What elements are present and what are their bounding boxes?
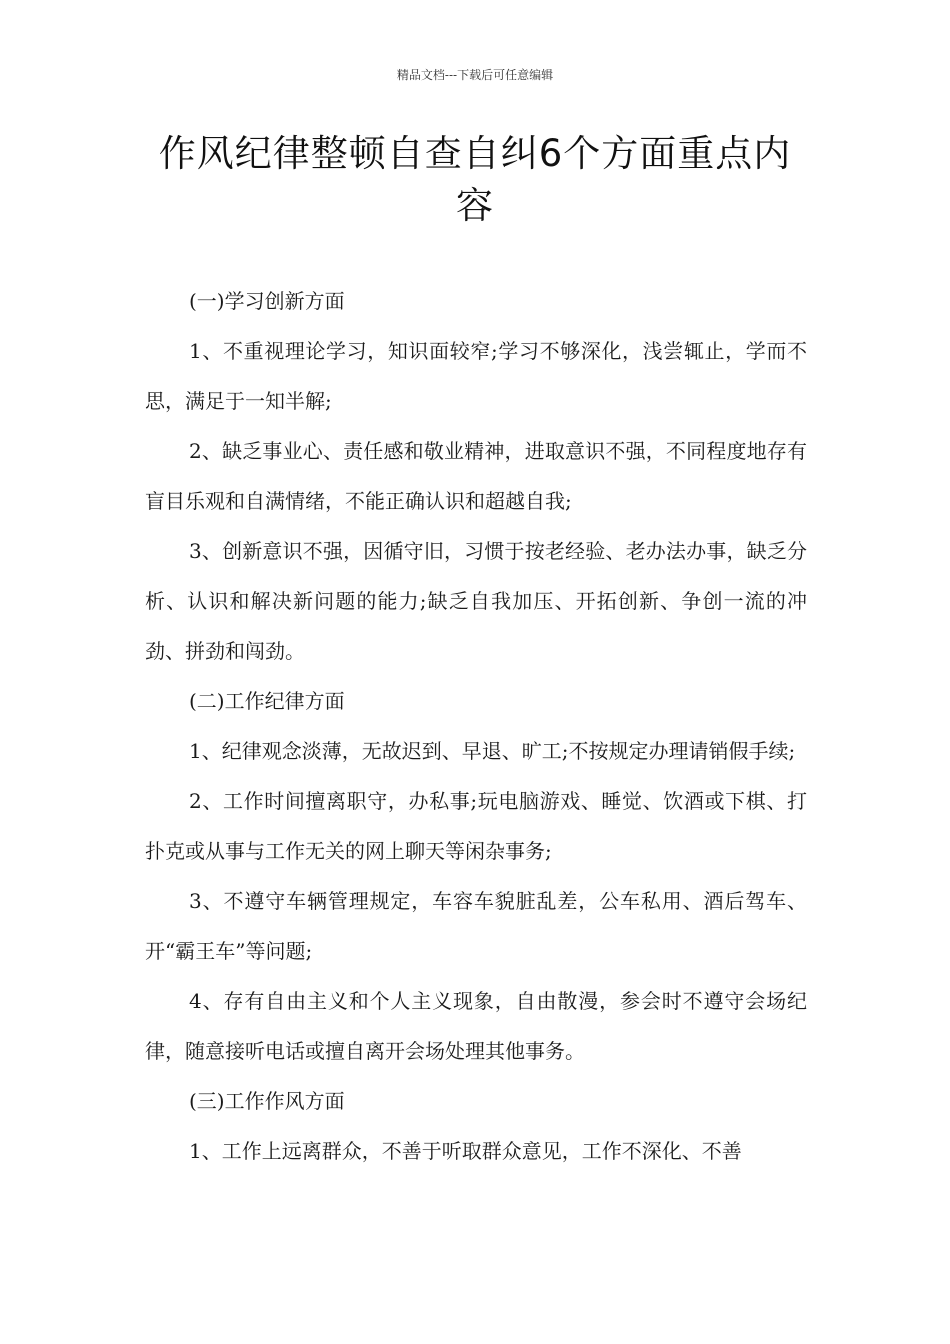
paragraph: 1、不重视理论学习，知识面较窄;学习不够深化，浅尝辄止，学而不思，满足于一知半解; <box>145 339 807 413</box>
paragraph: 2、工作时间擅离职守，办私事;玩电脑游戏、睡觉、饮酒或下棋、打扑克或从事与工作无关的网上聊天等闲杂事务; <box>145 789 807 863</box>
paragraph: 1、工作上远离群众，不善于听取群众意见，工作不深化、不善 <box>189 1139 742 1163</box>
section-heading-1: (一)学习创新方面 <box>189 289 345 313</box>
page-title: 作风纪律整顿自查自纠6个方面重点内容 <box>158 132 792 227</box>
paragraph: 2、缺乏事业心、责任感和敬业精神，进取意识不强，不同程度地存有盲目乐观和自满情绪，不能正确认识和超越自我; <box>145 439 807 513</box>
paragraph: 3、不遵守车辆管理规定，车容车貌脏乱差，公车私用、酒后驾车、开“霸王车”等问题; <box>145 889 807 963</box>
paragraph: 3、创新意识不强，因循守旧，习惯于按老经验、老办法办事，缺乏分析、认识和解决新问题的能力;缺乏自我加压、开拓创新、争创一流的冲劲、拼劲和闯劲。 <box>145 539 807 663</box>
document-body <box>145 276 807 1176</box>
section-heading-2: (二)工作纪律方面 <box>189 689 345 713</box>
paragraph: 1、纪律观念淡薄，无故迟到、早退、旷工;不按规定办理请销假手续; <box>189 739 796 763</box>
section-heading-3: (三)工作作风方面 <box>189 1089 345 1113</box>
header-note: 精品文档---下载后可任意编辑 <box>396 68 554 82</box>
paragraph: 4、存有自由主义和个人主义现象，自由散漫，参会时不遵守会场纪律，随意接听电话或擅自离开会场处理其他事务。 <box>145 989 807 1063</box>
